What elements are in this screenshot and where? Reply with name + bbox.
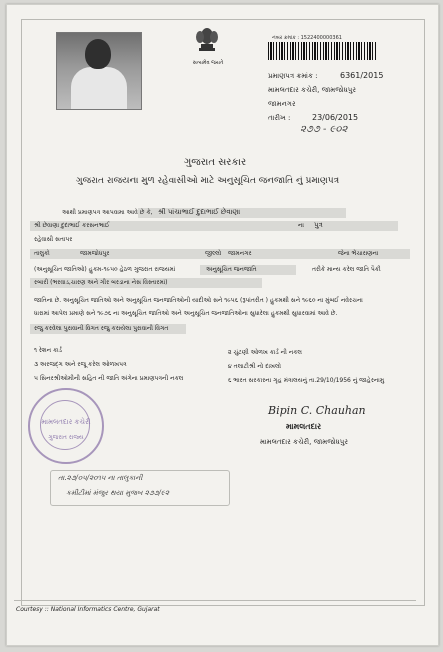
order-reference: (અનુસૂચિત જાતિઓ) હુકમ-૧૯૫૦ હેઠળ ગુજરાત રાજયમાં — [34, 266, 176, 273]
certificate-title: ગુજરાત રાજયના મુળ રહેવાસીઓ માટે અનુસૂચિત જનજાતિ નું પ્રમાણપત્ર — [76, 176, 340, 186]
legal-para-1: જાતિના છે. અનુસૂચિત જાતિઓ અને અનુસૂચિત જનજાતિઓની યાદીઓ સને ૧૯૫૬ (રૂપાંતરીત ) હુકમથી સને ૧૯૬૦ ના મુંબઈ નવેરચના — [34, 297, 363, 304]
seal-line2: ગુજરાત રાજ્ય — [48, 434, 84, 441]
national-emblem-icon — [190, 22, 224, 56]
tribe-name: રબારી (ભરવાડ,ચારણ અને ગીર બરડાના નેસ વિસ્તારમાં) — [34, 279, 168, 286]
residence: રહેવાસી સતાપર — [34, 236, 73, 243]
evidence-item-4: ૪ તલાટીશ્રી નો દાખલો — [228, 363, 282, 370]
issue-date: 23/06/2015 — [312, 113, 359, 122]
applicant-name: શ્રી પાંચાભાઈ દુદાભાઈ છેવાણા — [158, 208, 241, 216]
signatory-title: મામલતદાર — [286, 422, 322, 431]
government-title: ગુજરાત સરકાર — [184, 157, 247, 168]
father-name: શ્રી છેવાણા દુદાભાઈ કરસનભાઈ — [34, 222, 110, 229]
footer-divider — [14, 600, 416, 601]
office-line2: જામનગર — [268, 100, 296, 108]
barcode — [268, 42, 376, 60]
photo-body-shape — [71, 67, 127, 109]
taluka: જામજોધપુર — [80, 250, 110, 257]
evidence-item-3: ૩ અરજદ્ગ અને રજૂ કરેલ ઓળખપત્ર — [34, 361, 127, 368]
office-line1: મામલતદાર કચેરી, જામજોધપુર — [268, 86, 356, 94]
signature: Bipin C. Chauhan — [268, 404, 366, 417]
certificate-no: 6361/2015 — [340, 71, 384, 80]
signatory-office: મામલતદાર કચેરી, જામજોધપુર — [260, 438, 348, 446]
photo-head-shape — [85, 39, 111, 69]
date-label: તારીખ : — [268, 114, 291, 122]
annotation-line2: કમીટીમાં મંજુર થયા મુજબ ૨૭૭/૯૨ — [66, 489, 170, 497]
certificate-no-label: પ્રમાણપત્ર ક્રમાંક : — [268, 72, 318, 80]
evidence-item-2: ૨ ચુંટણી ઓળખ કાર્ડ ની નકલ — [228, 349, 302, 356]
category-suffix: તરીકે માન્ય કરેલ જાતિ પૈકી — [312, 266, 381, 273]
annotation-line1: તા.૨૭/૦૫/૨૦૧૫ ના તાલુકાની — [58, 474, 143, 482]
district: જામનગર — [228, 250, 252, 257]
applicant-photo — [56, 32, 142, 110]
emblem-caption: સત્યમેવ જયતે — [192, 60, 224, 66]
relation-prefix: ના — [298, 222, 304, 229]
legal-para-2: ધારામાં આપેલ પ્રમાણે સને ૧૯૭૬ ના અનુસૂચિત જાતિઓ અને અનુસૂચિત જનજાતિઓના સુધારેલા હુકમથી સુધારવામાં આવે છે. — [34, 310, 338, 317]
district-label: જીલ્લો — [205, 250, 222, 257]
handwritten-ref: ૨૭૭ - ૯૦૨ — [300, 124, 348, 135]
evidence-item-6: ૬ ભારત સરકારના ગૃહ મંત્રાલયનું તા.29/10/1956 નું જાહેરનામુ — [228, 377, 385, 384]
relation: પુત્ર — [314, 221, 323, 229]
office-seal — [28, 388, 104, 464]
category: અનુસૂચિત જનજાતિ — [206, 266, 257, 273]
taluka-label: તાલુકો — [34, 250, 50, 257]
tribe-suffix: જેના ભેંચારાણના — [338, 250, 379, 257]
evidence-item-5: ૫ સિનરશ્રીઓમીની સહિત ની જાતિ અંગેના પ્રમાણપત્રની નકલ — [34, 375, 184, 382]
evidence-item-1: ૧ રેશન કાર્ડ — [34, 347, 62, 354]
barcode-number: નંબર ક્રમાંક : 1522400000361 — [272, 35, 342, 41]
seal-line1: મામલતદાર કચેરી — [41, 418, 91, 426]
intro-text: આથી પ્રમાણપત્ર આપવામા આવે છે કે, — [62, 209, 153, 216]
courtesy-footer: Courtesy :: National Informatics Centre, Gujarat — [16, 606, 160, 613]
evidence-heading: રજુ કરવેલા પુરાવાની વિગત રજુ કરાયેલા પુરાવાની વિગત — [34, 325, 169, 332]
